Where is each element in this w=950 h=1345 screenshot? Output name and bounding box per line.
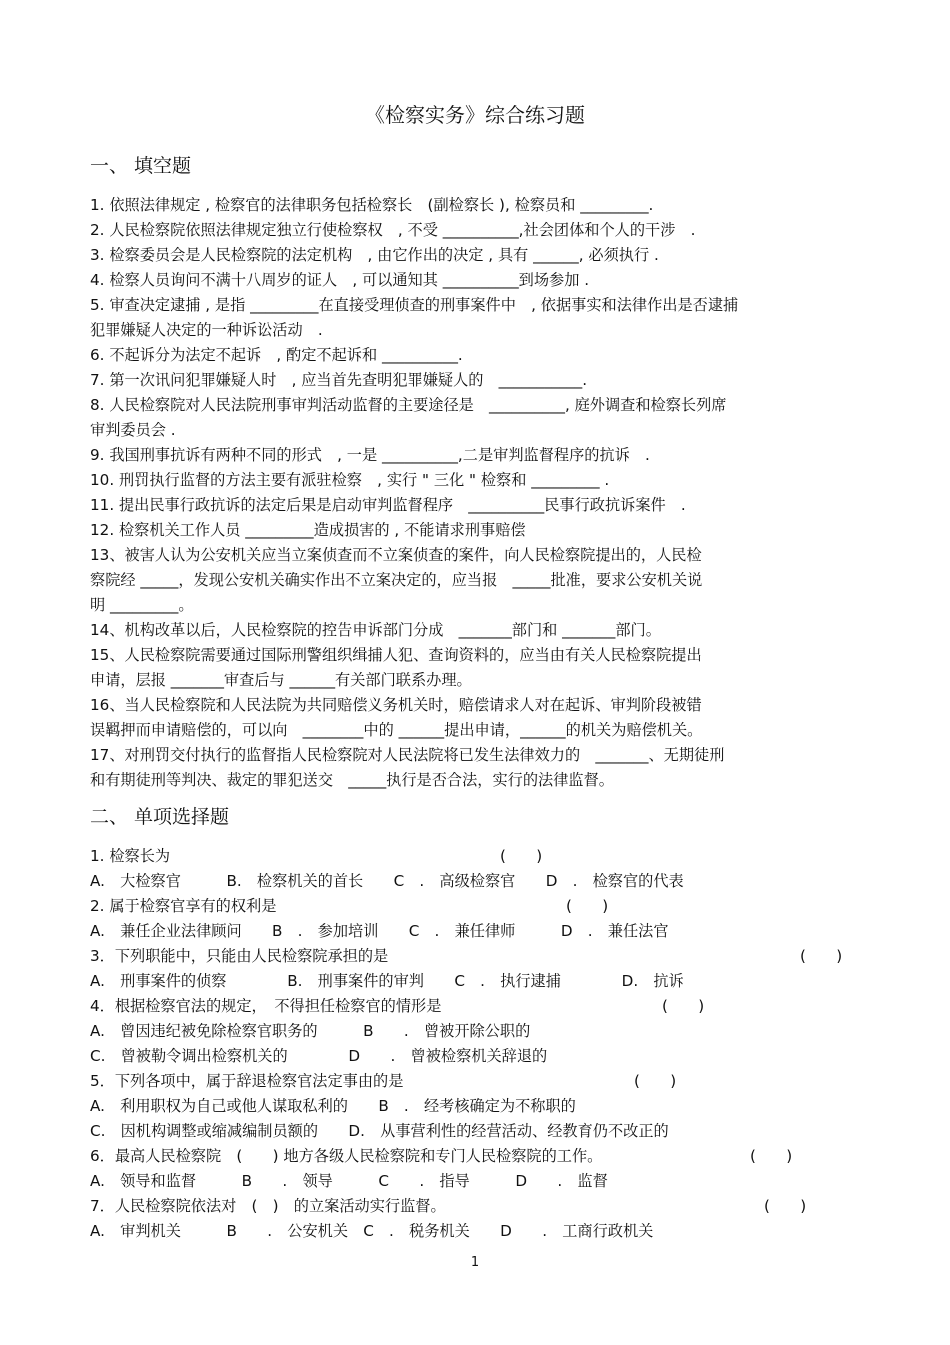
answer-parenthesis: ( ) [800, 947, 843, 965]
fill-blank-line: 审判委员会 . [90, 421, 176, 439]
question-stem: 3．下列职能中，只能由人民检察院承担的是 [90, 947, 389, 965]
fill-blank-line: 8. 人民检察院对人民法院刑事审判活动监督的主要途径是 __________, 庭外调查和检察长列席 [90, 396, 727, 414]
question-option-line: C. 曾被勒令调出检察机关的 D . 曾被检察机关辞退的 [90, 1047, 548, 1065]
fill-blank-line: 申请，层报 _______审查后与 ______有关部门联系办理。 [90, 671, 472, 689]
fill-blank-line: 6. 不起诉分为法定不起诉 , 酌定不起诉和 __________. [90, 346, 463, 364]
section-heading-single-choice: 二、 单项选择题 [90, 806, 230, 828]
fill-blank-line: 和有期徒刑等判决、裁定的罪犯送交 _____执行是否合法，实行的法律监督。 [90, 771, 614, 789]
question-stem: 6．最高人民检察院 ( ) 地方各级人民检察院和专门人民检察院的工作。 [90, 1147, 603, 1165]
fill-blank-line: 4. 检察人员询问不满十八周岁的证人 , 可以通知其 __________到场参加 . [90, 271, 590, 289]
question-option-line: A. 刑事案件的侦察 B. 刑事案件的审判 C . 执行逮捕 D. 抗诉 [90, 972, 684, 990]
section-heading-fill-blank: 一、 填空题 [90, 155, 192, 177]
document-title: 《检察实务》综合练习题 [365, 103, 585, 127]
question-stem: 7．人民检察院依法对 ( ) 的立案活动实行监督。 [90, 1197, 446, 1215]
question-stem: 2. 属于检察官享有的权利是 [90, 897, 277, 915]
fill-blank-line: 15、人民检察院需要通过国际刑警组织缉捕人犯、查询资料的，应当由有关人民检察院提出 [90, 646, 702, 664]
fill-blank-line: 16、当人民检察院和人民法院为共同赔偿义务机关时，赔偿请求人对在起诉、审判阶段被错 [90, 696, 702, 714]
fill-blank-line: 17、对刑罚交付执行的监督指人民检察院对人民法院将已发生法律效力的 _______、无期徒刑 [90, 746, 725, 764]
fill-blank-line: 9. 我国刑事抗诉有两种不同的形式 , 一是 __________,二是审判监督程序的抗诉 . [90, 446, 650, 464]
answer-parenthesis: ( ) [500, 847, 543, 865]
answer-parenthesis: ( ) [764, 1197, 807, 1215]
fill-blank-line: 明 _________。 [90, 596, 194, 614]
fill-blank-line: 5. 审查决定逮捕 , 是指 _________在直接受理侦查的刑事案件中 , 依据事实和法律作出是否逮捕 [90, 296, 739, 314]
fill-blank-line: 察院经 _____，发现公安机关确实作出不立案决定的，应当报 _____批准，要求公安机关说 [90, 571, 703, 589]
question-option-line: A. 利用职权为自己或他人谋取私利的 B . 经考核确定为不称职的 [90, 1097, 576, 1115]
answer-parenthesis: ( ) [566, 897, 609, 915]
fill-blank-line: 12. 检察机关工作人员 _________造成损害的 , 不能请求刑事赔偿 [90, 521, 526, 539]
fill-blank-line: 13、被害人认为公安机关应当立案侦查而不立案侦查的案件，向人民检察院提出的，人民检 [90, 546, 702, 564]
answer-parenthesis: ( ) [750, 1147, 793, 1165]
question-stem: 4．根据检察官法的规定， 不得担任检察官的情形是 [90, 997, 442, 1015]
question-option-line: A. 大检察官 B. 检察机关的首长 C . 高级检察官 D . 检察官的代表 [90, 872, 684, 890]
fill-blank-line: 1. 依照法律规定 , 检察官的法律职务包括检察长 (副检察长 ), 检察员和 _________. [90, 196, 654, 214]
question-stem: 1. 检察长为 [90, 847, 171, 865]
question-option-line: A. 兼任企业法律顾问 B . 参加培训 C . 兼任律师 D . 兼任法官 [90, 922, 669, 940]
page-number: 1 [470, 1255, 480, 1270]
fill-blank-line: 10. 刑罚执行监督的方法主要有派驻检察 , 实行 " 三化 " 检察和 _________ . [90, 471, 610, 489]
question-option-line: A. 领导和监督 B . 领导 C . 指导 D . 监督 [90, 1172, 608, 1190]
question-option-line: A. 审判机关 B . 公安机关 C . 税务机关 D . 工商行政机关 [90, 1222, 654, 1240]
question-option-line: C. 因机构调整或缩减编制员额的 D. 从事营利性的经营活动、经教育仍不改正的 [90, 1122, 669, 1140]
answer-parenthesis: ( ) [662, 997, 705, 1015]
fill-blank-line: 11. 提出民事行政抗诉的法定后果是启动审判监督程序 __________民事行政抗诉案件 . [90, 496, 686, 514]
fill-blank-line: 犯罪嫌疑人决定的一种诉讼活动 . [90, 321, 323, 339]
question-stem: 5．下列各项中，属于辞退检察官法定事由的是 [90, 1072, 404, 1090]
question-option-line: A. 曾因违纪被免除检察官职务的 B . 曾被开除公职的 [90, 1022, 531, 1040]
fill-blank-line: 14、机构改革以后，人民检察院的控告申诉部门分成 _______部门和 _______部门。 [90, 621, 661, 639]
fill-blank-line: 3. 检察委员会是人民检察院的法定机构 , 由它作出的决定 , 具有 ______, 必须执行 . [90, 246, 659, 264]
answer-parenthesis: ( ) [634, 1072, 677, 1090]
fill-blank-line: 误羁押而申请赔偿的，可以向 ________中的 ______提出申请，______的机关为赔偿机关。 [90, 721, 703, 739]
fill-blank-line: 2. 人民检察院依照法律规定独立行使检察权 , 不受 __________,社会团体和个人的干涉 . [90, 221, 696, 239]
fill-blank-line: 7. 第一次讯问犯罪嫌疑人时 , 应当首先查明犯罪嫌疑人的 ___________. [90, 371, 588, 389]
